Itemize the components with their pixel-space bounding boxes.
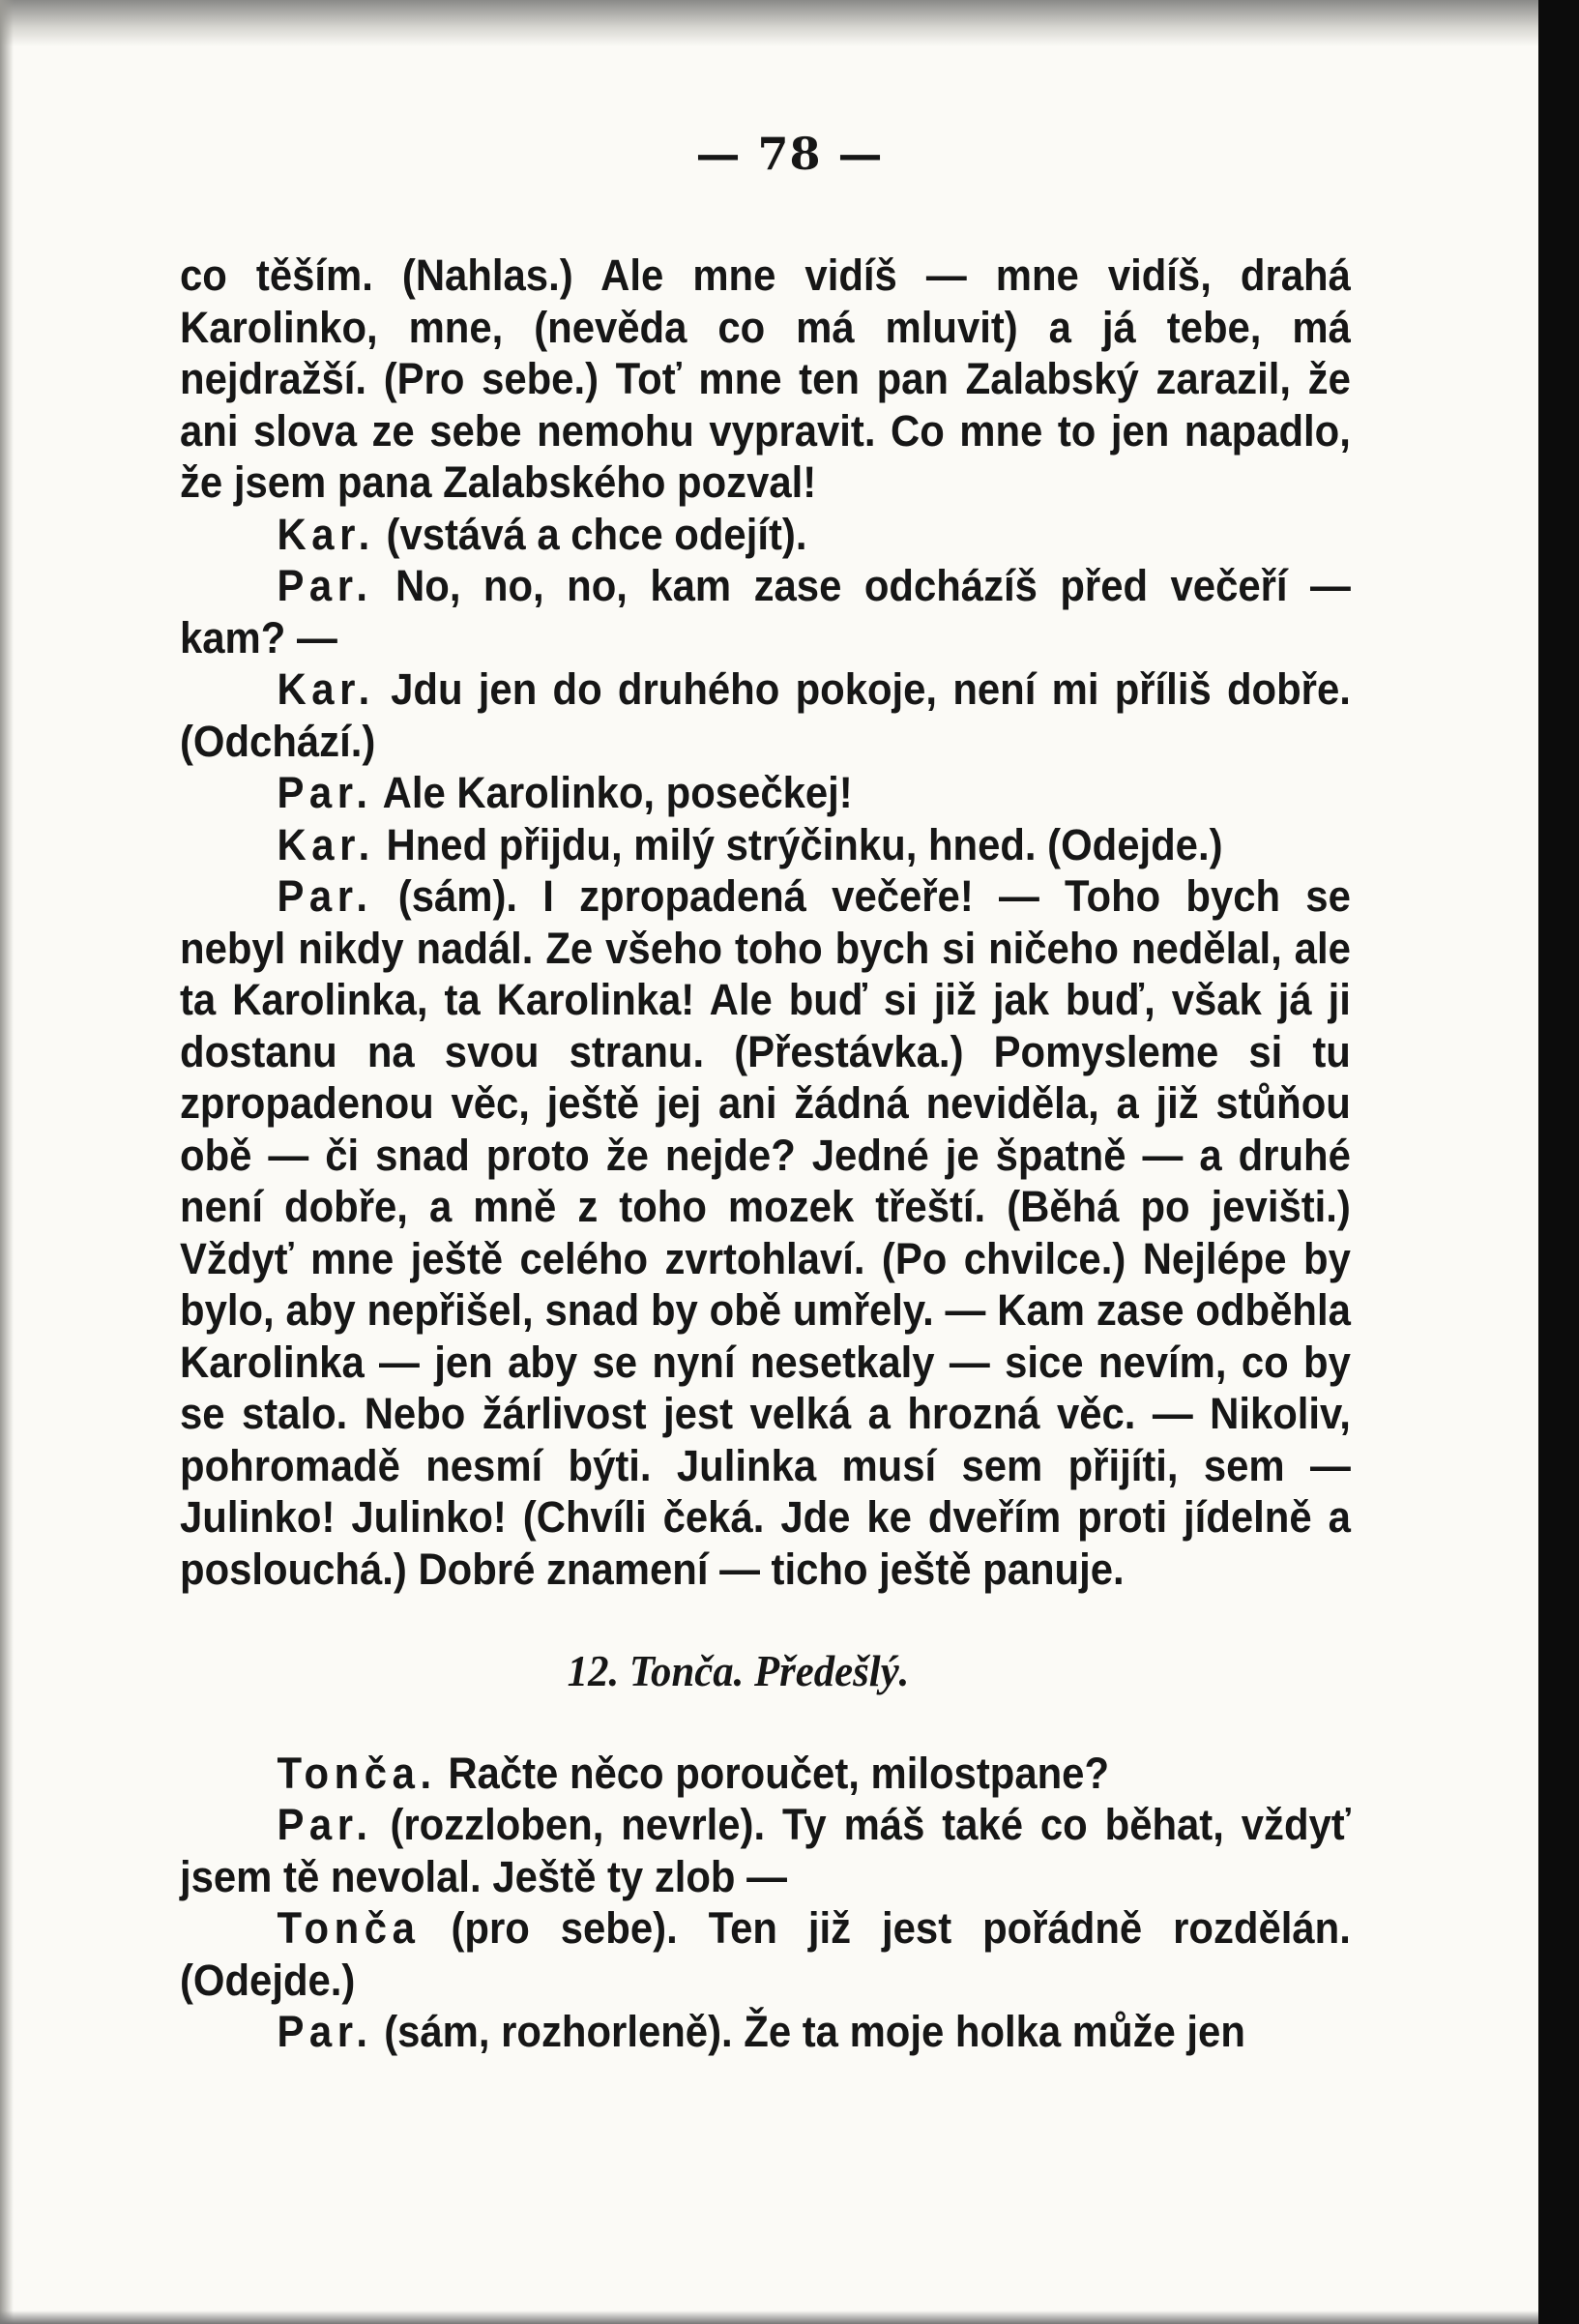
scan-edge-left xyxy=(0,0,14,2324)
dialogue-turn xyxy=(180,767,1351,819)
speech: Račte něco poroučet, milostpane? xyxy=(448,1748,1110,1798)
speaker-name: Tonča xyxy=(277,1903,421,1953)
speech: (vstává a chce odejít). xyxy=(386,509,807,559)
speaker-name: Par. xyxy=(277,561,373,610)
scan-edge-top xyxy=(0,0,1538,46)
speaker-name: Kar. xyxy=(277,509,375,559)
body-text xyxy=(180,250,1351,2058)
speech: Hned přijdu, milý strýčinku, hned. (Odejde.) xyxy=(386,819,1223,869)
dialogue-turn xyxy=(180,870,1351,1595)
speech: Jdu jen do druhého pokoje, není mi příliš dobře. (Odchází.) xyxy=(180,664,1351,766)
scene-heading: 12. Tonča. Předešlý. xyxy=(567,1646,910,1695)
dialogue-turn xyxy=(180,1902,1351,2006)
speaker-name: Kar. xyxy=(277,819,375,869)
speech: Ale Karolinko, posečkej! xyxy=(382,768,853,817)
speech: No, no, no, kam zase odcházíš před večeří — kam? — xyxy=(180,561,1351,662)
speaker-name: Par. xyxy=(277,1800,373,1849)
page-number: — 78 — xyxy=(695,128,884,180)
speaker-name: Tonča. xyxy=(277,1748,437,1798)
speech: (sám, rozhorleně). Že ta moje holka může jen xyxy=(384,2007,1245,2056)
speaker-name: Par. xyxy=(277,871,373,921)
scan-edge-right xyxy=(1538,0,1579,2324)
dialogue-turn xyxy=(180,663,1351,767)
dialogue-turn xyxy=(180,819,1351,871)
dialogue-turn xyxy=(180,560,1351,663)
dialogue-turn xyxy=(180,509,1351,561)
paragraph: co těším. (Nahlas.) Ale mne vidíš — mne vidíš, drahá Karolinko, mne, (nevěda co má mluvit) a já tebe, má nejdražší. (Pro sebe.) Toť mne ten pan Zalabský zarazil, že ani slova ze sebe nemohu vypravit. Co mne to jen napadlo, že jsem pana Zalabského pozval! xyxy=(180,250,1351,507)
dialogue-turn xyxy=(180,1799,1351,1902)
dialogue-turn xyxy=(180,2006,1351,2058)
speaker-name: Par. xyxy=(277,2007,373,2056)
scan-edge-bottom xyxy=(0,2310,1538,2324)
speech: (pro sebe). Ten již jest pořádně rozdělán. (Odejde.) xyxy=(180,1903,1351,2005)
speech: (sám). I zpropadená večeře! — Toho bych se nebyl nikdy nadál. Ze všeho toho bych si ničeho nedělal, ale ta Karolinka, ta Karolinka! Ale buď si již jak buď, však já ji dostanu na svou stranu. (Přestávka.) Pomysleme si tu zpropadenou věc, ještě jej ani žádná neviděla, a již stůňou obě — či snad proto že nejde? Jedné je špatně — a druhé není dobře, a mně z toho mozek třeští. (Běhá po jevišti.) Vždyť mne ještě celého zvrtohlaví. (Po chvilce.) Nejlépe by bylo, aby nepřišel, snad by obě umřely. — Kam zase odběhla Karolinka — jen aby se nyní nesetkaly — sice nevím, co by se stalo. Nebo žárlivost jest velká a hrozná věc. — Nikoliv, pohromadě nesmí býti. Julinka musí sem přijíti, sem — Julinko! Julinko! (Chvíli čeká. Jde ke dveřím proti jídelně a poslouchá.) Dobré znamení — ticho ještě panuje. xyxy=(180,871,1351,1594)
dialogue-turn xyxy=(180,1748,1351,1800)
speaker-name: Par. xyxy=(277,768,373,817)
speaker-name: Kar. xyxy=(277,664,375,714)
speech: (rozzloben, nevrle). Ty máš také co běhat, vždyť jsem tě nevolal. Ještě ty zlob — xyxy=(180,1800,1351,1901)
